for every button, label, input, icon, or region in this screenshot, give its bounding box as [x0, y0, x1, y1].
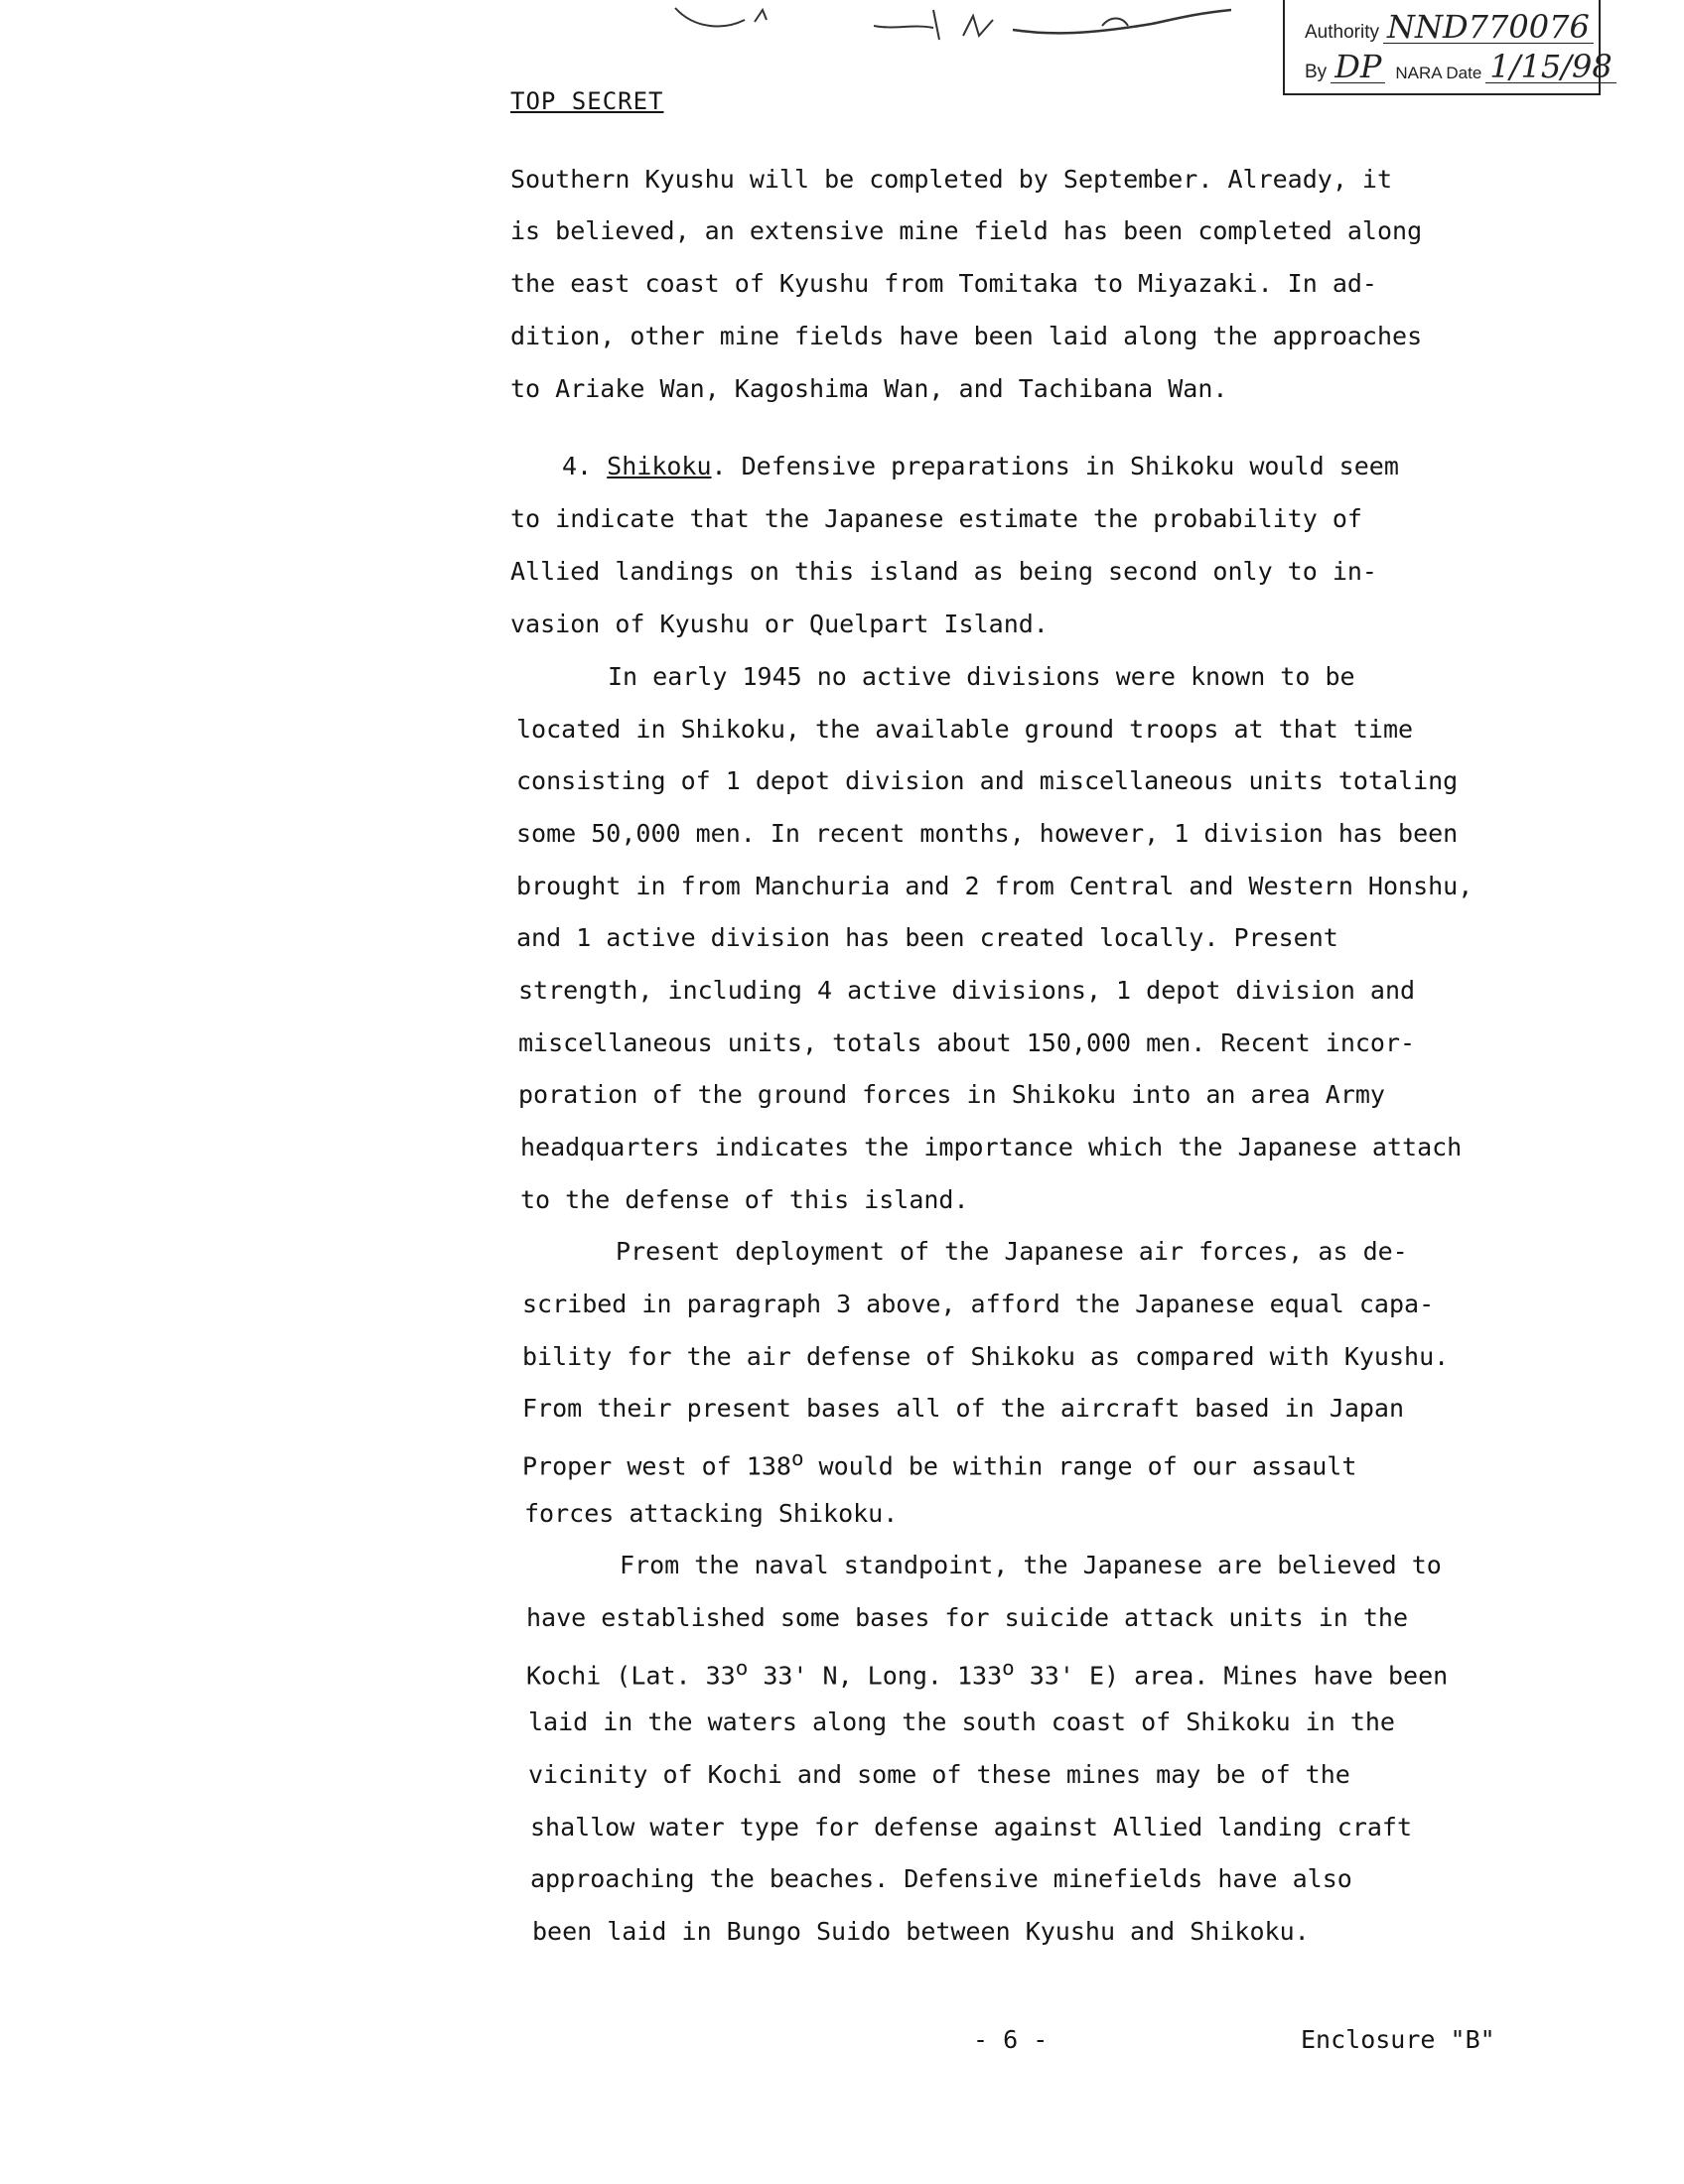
body-line: In early 1945 no active divisions were known to be: [608, 662, 1355, 691]
classification-heading: TOP SECRET: [510, 87, 664, 115]
body-line: located in Shikoku, the available ground troops at that time: [516, 715, 1414, 744]
body-line: Allied landings on this island as being second only to in-: [510, 557, 1377, 586]
body-line: brought in from Manchuria and 2 from Central and Western Honshu,: [516, 872, 1474, 900]
body-text: would be within range of our assault: [803, 1451, 1357, 1481]
body-line: forces attacking Shikoku.: [524, 1499, 899, 1528]
body-line: shallow water type for defense against Allied landing craft: [530, 1813, 1413, 1842]
body-line: laid in the waters along the south coast of Shikoku in the: [528, 1707, 1395, 1736]
body-line: been laid in Bungo Suido between Kyushu and Shikoku.: [532, 1917, 1310, 1946]
body-line: approaching the beaches. Defensive minefields have also: [530, 1864, 1352, 1893]
body-line: to indicate that the Japanese estimate the probability of: [510, 504, 1362, 533]
body-line: From the naval standpoint, the Japanese are believed to: [620, 1551, 1442, 1579]
body-line: dition, other mine fields have been laid along the approaches: [510, 322, 1423, 350]
body-line: miscellaneous units, totals about 150,000 men. Recent incor-: [518, 1028, 1416, 1057]
body-line: scribed in paragraph 3 above, afford the Japanese equal capa-: [522, 1290, 1435, 1318]
body-line: Present deployment of the Japanese air forces, as de-: [616, 1237, 1408, 1266]
body-line: to the defense of this island.: [520, 1185, 969, 1214]
handwritten-scribble: [635, 0, 1271, 60]
body-line: From their present bases all of the aircraft based in Japan: [522, 1394, 1405, 1423]
body-line: headquarters indicates the importance which the Japanese attach: [520, 1133, 1463, 1161]
body-line: [522, 1446, 1357, 1481]
body-text: 33' E) area. Mines have been: [1014, 1661, 1449, 1691]
body-line: to Ariake Wan, Kagoshima Wan, and Tachibana Wan.: [510, 374, 1228, 403]
body-line: consisting of 1 depot division and miscellaneous units totaling: [516, 766, 1459, 795]
body-line: have established some bases for suicide attack units in the: [526, 1603, 1409, 1632]
stamp-by-row: [1305, 44, 1613, 85]
paragraph-title: Shikoku: [607, 452, 712, 480]
paragraph-number: 4.: [562, 452, 593, 480]
body-text: 33' N, Long. 133: [748, 1661, 1003, 1691]
body-line: bility for the air defense of Shikoku as compared with Kyushu.: [522, 1342, 1450, 1371]
paragraph-4-heading-line: [562, 454, 1399, 478]
body-line: poration of the ground forces in Shikoku into an area Army: [518, 1080, 1385, 1109]
body-line: and 1 active division has been created locally. Present: [516, 923, 1338, 952]
degree-symbol: o: [790, 1446, 804, 1470]
body-line: vasion of Kyushu or Quelpart Island.: [510, 610, 1049, 638]
body-line: is believed, an extensive mine field has been completed along: [510, 216, 1423, 245]
declassification-stamp: [1283, 0, 1613, 95]
stamp-authority-label: Authority: [1305, 22, 1379, 43]
page-number: - 6 -: [973, 2025, 1049, 2054]
stamp-by-label: By: [1305, 62, 1328, 82]
stamp-by-value: DP: [1331, 51, 1385, 83]
degree-symbol: o: [735, 1656, 749, 1680]
body-line: strength, including 4 active divisions, 1 depot division and: [518, 976, 1416, 1005]
body-text: Kochi (Lat. 33: [526, 1661, 736, 1691]
enclosure-label: Enclosure "B": [1301, 2025, 1495, 2054]
body-line: [526, 1656, 1449, 1691]
body-line: vicinity of Kochi and some of these mines may be of the: [528, 1760, 1350, 1789]
body-line: some 50,000 men. In recent months, however, 1 division has been: [516, 819, 1459, 848]
stamp-date-value: 1/15/98: [1485, 51, 1615, 83]
body-text: Proper west of 138: [522, 1451, 791, 1481]
stamp-date-label: NARA Date: [1395, 64, 1482, 82]
stamp-authority-value: NND770076: [1383, 11, 1594, 44]
stamp-authority-row: [1305, 4, 1590, 46]
degree-symbol: o: [1002, 1656, 1015, 1680]
body-line-rest: . Defensive preparations in Shikoku would seem: [711, 452, 1399, 480]
body-line: the east coast of Kyushu from Tomitaka to Miyazaki. In ad-: [510, 269, 1377, 298]
body-line: Southern Kyushu will be completed by September. Already, it: [510, 165, 1393, 194]
